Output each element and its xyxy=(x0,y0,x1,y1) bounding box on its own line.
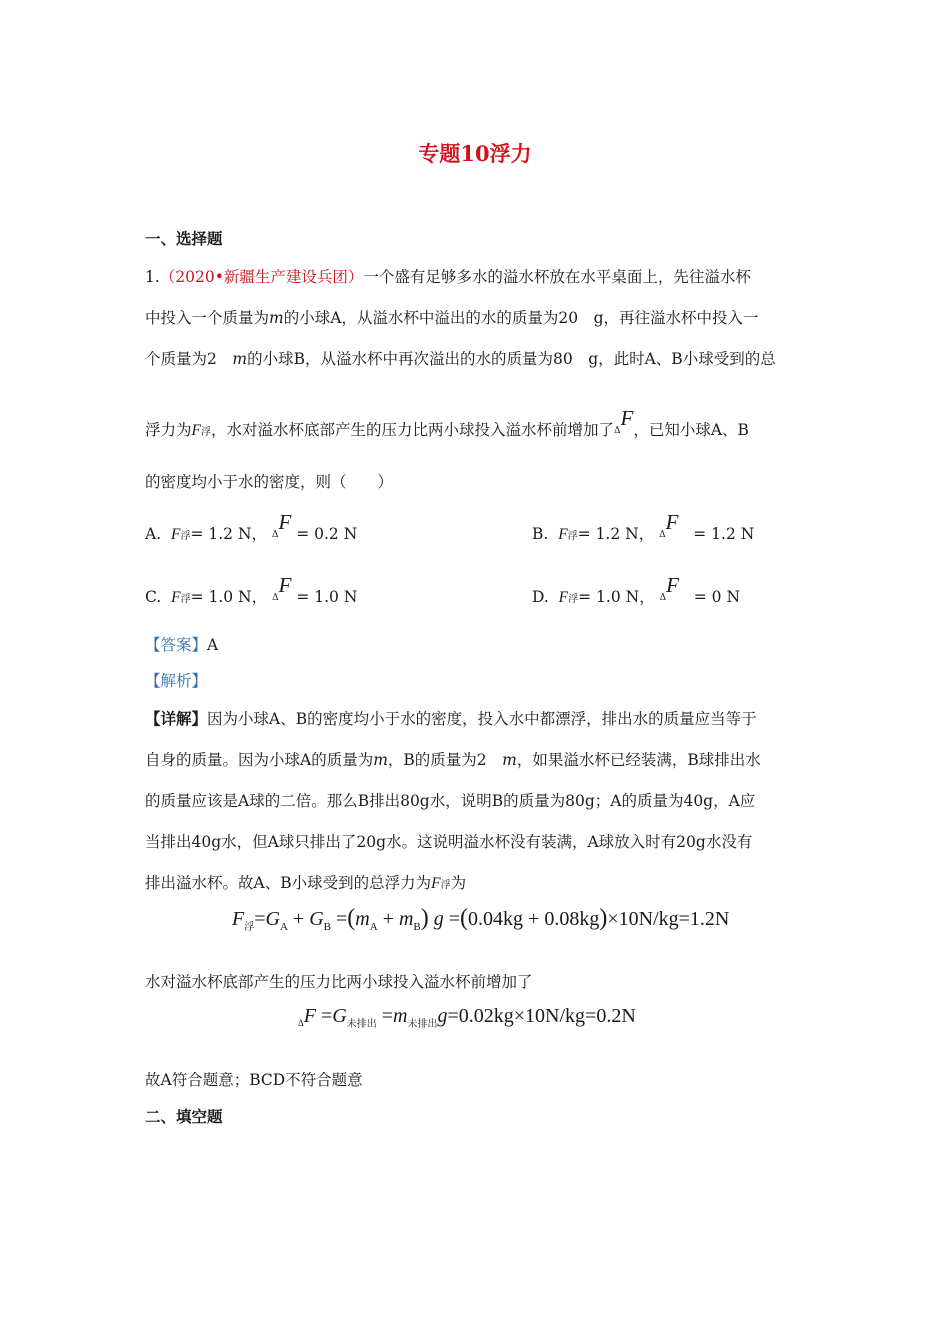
option-value: = 1.0 N， xyxy=(578,588,655,606)
option-c[interactable] xyxy=(145,573,358,608)
question-line-5 xyxy=(145,470,393,492)
option-value: = 1.0 N， xyxy=(190,588,268,606)
math-var: F xyxy=(666,573,679,597)
detail-text: 为 xyxy=(450,874,467,892)
math-sub: A xyxy=(279,921,288,933)
question-text: 个质量为2 xyxy=(145,350,233,368)
math-sub: 浮 xyxy=(200,427,211,438)
math-var: F xyxy=(171,589,181,606)
delta-symbol: Δ xyxy=(659,593,667,603)
math-var: m xyxy=(398,908,414,930)
detail-text: 故A符合题意；BCD不符合题意 xyxy=(145,1071,363,1089)
option-d[interactable] xyxy=(532,573,741,608)
math-op: = xyxy=(448,908,461,930)
detail-text: 水对溢水杯底部产生的压力比两小球投入溢水杯前增加了 xyxy=(145,973,533,991)
math-value: 0.08kg xyxy=(544,908,600,930)
question-line-2 xyxy=(145,306,759,328)
delta-symbol: Δ xyxy=(614,426,621,436)
math-paren: ) xyxy=(420,905,429,931)
question-line-3 xyxy=(145,347,776,369)
math-var: F xyxy=(278,510,292,534)
math-var: F xyxy=(431,875,441,892)
math-var: F xyxy=(558,589,569,606)
question-text-1: 一个盛有足够多水的溢水杯放在水平桌面上，先往溢水杯 xyxy=(363,268,751,286)
math-op: = xyxy=(254,908,266,930)
option-label: A. xyxy=(145,525,162,543)
detail-line-4 xyxy=(145,830,752,852)
option-value: = 0.2 N xyxy=(296,525,358,543)
equation-pressure-increase xyxy=(298,1005,636,1028)
detail-line-1 xyxy=(145,707,757,729)
detail-text: 排出溢水杯。故A、B小球受到的总浮力为 xyxy=(145,874,432,892)
question-text: 浮力为 xyxy=(145,421,192,439)
delta-symbol: Δ xyxy=(298,1018,304,1029)
equation-total-buoyancy xyxy=(232,905,729,932)
math-var: F xyxy=(620,406,634,430)
option-b[interactable] xyxy=(532,510,755,545)
math-sub: 浮 xyxy=(180,594,191,605)
math-var: F xyxy=(558,526,568,543)
question-text: 的小球B，从溢水杯中再次溢出的水的质量为80 g，此时A、B小球受到的总 xyxy=(247,350,776,368)
detail-text: ，如果溢水杯已经装满，B球排出水 xyxy=(516,751,761,769)
detail-line-2 xyxy=(145,748,761,770)
section-heading-choice: 一、选择题 xyxy=(145,229,223,248)
question-text: ，已知小球A、B xyxy=(633,421,749,439)
section-heading-fill: 二、填空题 xyxy=(145,1107,223,1126)
option-a[interactable] xyxy=(145,510,358,545)
math-var: G xyxy=(265,908,280,930)
math-paren: ( xyxy=(347,905,356,931)
math-sub: B xyxy=(413,921,421,933)
detail-line-3 xyxy=(145,789,755,811)
math-var: F xyxy=(278,573,292,597)
question-line-4 xyxy=(145,406,749,441)
math-var: F xyxy=(191,422,201,439)
math-sub: 浮 xyxy=(180,531,191,542)
option-value: = 1.2 N， xyxy=(190,525,268,543)
delta-symbol: Δ xyxy=(272,593,279,603)
detail-tag: 【详解】 xyxy=(145,709,208,728)
detail-text: 的质量应该是A球的二倍。那么B排出80g水，说明B的质量为80g；A的质量为40g，A应 xyxy=(145,792,756,810)
math-sub: A xyxy=(369,921,378,933)
math-sub: 浮 xyxy=(567,531,578,542)
question-text: ，水对溢水杯底部产生的压力比两小球投入溢水杯前增加了 xyxy=(210,421,614,439)
detail-line-7 xyxy=(145,1068,363,1090)
math-var: G xyxy=(332,1005,347,1027)
detail-text: 当排出40g水，但A球只排出了20g水。这说明溢水杯没有装满，A球放入时有20g水没有 xyxy=(145,833,753,851)
answer-value: A xyxy=(207,636,219,654)
math-sub: 浮 xyxy=(440,880,451,891)
option-label: D. xyxy=(532,588,549,606)
math-var: F xyxy=(665,510,679,534)
analysis-tag: 【解析】 xyxy=(145,672,208,690)
math-var: m xyxy=(393,1005,408,1027)
question-text: 中投入一个质量为 xyxy=(145,309,270,327)
option-value: = 1.0 N xyxy=(296,588,358,606)
math-sub: 浮 xyxy=(244,922,255,933)
detail-line-5 xyxy=(145,871,466,893)
analysis-line xyxy=(145,669,207,691)
math-var: m xyxy=(502,751,517,769)
delta-symbol: Δ xyxy=(271,530,279,540)
math-op: = xyxy=(321,1005,333,1027)
answer-line xyxy=(145,633,218,655)
question-source: （2020•新疆生产建设兵团） xyxy=(159,268,364,286)
math-sub: B xyxy=(323,921,331,933)
math-var: m xyxy=(269,309,284,327)
page-title: 专题10浮力 xyxy=(418,141,532,166)
question-number: 1. xyxy=(145,268,160,286)
math-value: =0.02kg×10N/kg=0.2N xyxy=(447,1005,636,1027)
detail-text: 因为小球A、B的密度均小于水的密度，投入水中都漂浮，排出水的质量应当等于 xyxy=(207,710,757,728)
math-var: F xyxy=(232,908,245,930)
detail-line-6 xyxy=(145,970,533,992)
math-var: g xyxy=(437,1005,448,1027)
option-value: = 0 N xyxy=(693,588,741,606)
detail-text: ，B的质量为2 xyxy=(387,751,503,769)
detail-text: 自身的质量。因为小球A的质量为 xyxy=(145,751,374,769)
math-var: g xyxy=(433,908,444,930)
math-var: F xyxy=(170,526,181,543)
delta-symbol: Δ xyxy=(659,530,666,540)
math-value: ×10N/kg=1.2N xyxy=(607,908,730,930)
math-op: + xyxy=(528,908,540,930)
math-op: + xyxy=(382,908,394,930)
question-text: 的小球A，从溢水杯中溢出的水的质量为20 g，再往溢水杯中投入一 xyxy=(283,309,759,327)
math-value: 0.04kg xyxy=(468,908,524,930)
math-var: m xyxy=(355,908,370,930)
math-op: = xyxy=(335,908,348,930)
math-op: = xyxy=(381,1005,394,1027)
question-line-1 xyxy=(145,265,751,287)
math-op: + xyxy=(292,908,305,930)
math-sub: 未排出 xyxy=(346,1019,377,1030)
option-value: = 1.2 N xyxy=(693,525,755,543)
math-paren: ( xyxy=(460,905,469,931)
math-sub: 浮 xyxy=(568,594,579,605)
math-var: m xyxy=(373,751,388,769)
answer-tag: 【答案】 xyxy=(145,636,208,654)
math-paren: ) xyxy=(599,905,608,931)
math-sub: 未排出 xyxy=(407,1019,438,1030)
math-var: G xyxy=(309,908,324,930)
math-var: m xyxy=(232,350,248,368)
option-label: C. xyxy=(145,588,162,606)
question-text: 的密度均小于水的密度，则（ ） xyxy=(145,473,394,491)
option-value: = 1.2 N， xyxy=(577,525,655,543)
option-label: B. xyxy=(532,525,549,543)
math-var: F xyxy=(303,1005,317,1027)
